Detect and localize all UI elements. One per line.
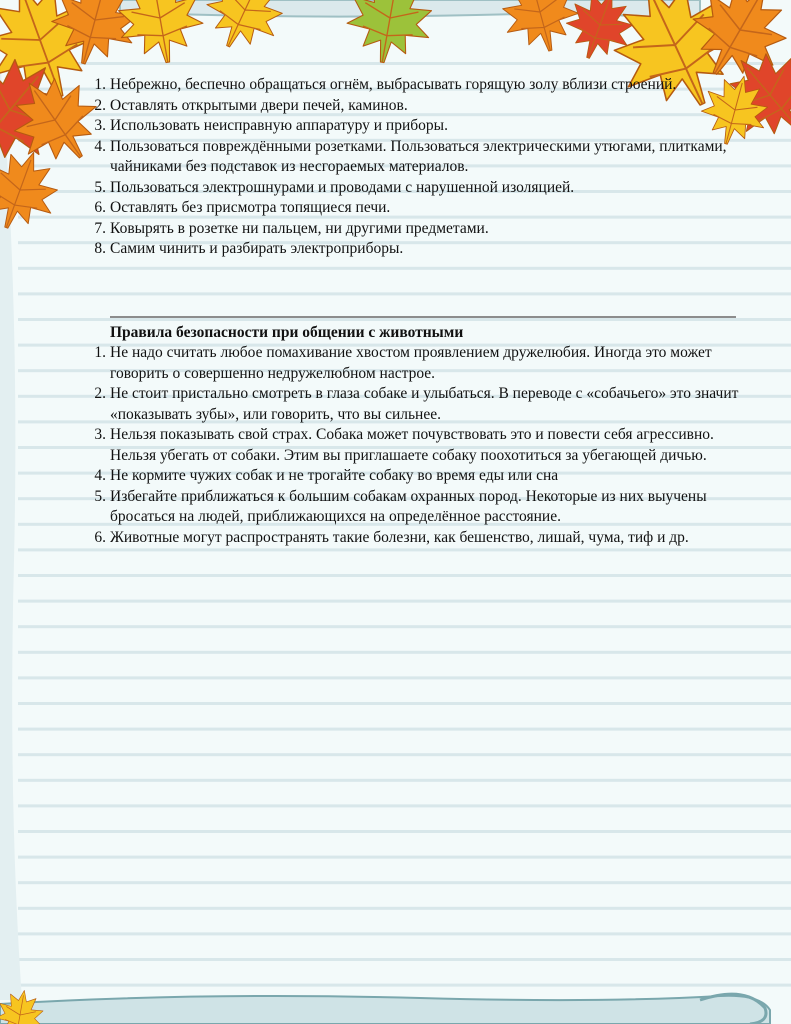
list-item-number: 1. (94, 76, 106, 93)
animal-safety-heading: Правила безопасности при общении с животными (110, 324, 464, 341)
list-item-number: 4. (94, 467, 106, 484)
list-item-number: 4. (94, 137, 106, 155)
list-item-number: 6. (94, 199, 106, 216)
list-item-text: Не стоит пристально смотреть в глаза собаке и улыбаться. В переводе с «собачьего» это значит «показывать зубы», или говорить, что вы сильнее. (110, 385, 739, 423)
list-item-text: Животные могут распространять такие болезни, как бешенство, лишай, чума, тиф и др. (110, 528, 689, 546)
list-item-text: Пользоваться электрошнурами и проводами с нарушенной изоляцией. (110, 178, 575, 196)
list-item-number: 3. (94, 117, 106, 134)
list-item-number: 5. (94, 487, 106, 505)
section-divider (110, 316, 736, 318)
list-item-text: Не кормите чужих собак и не трогайте собаку во время еды или сна (110, 467, 559, 484)
list-item-text: Использовать неисправную аппаратуру и приборы. (110, 117, 448, 134)
list-item (94, 425, 750, 466)
list-item-number: 5. (94, 178, 106, 196)
list-item-text: Избегайте приближаться к большим собакам охранных пород. Некоторые из них выучены бросаться на людей, приближающихся на определённое расстояние. (110, 487, 707, 525)
list-item (94, 116, 750, 137)
list-item (94, 466, 750, 487)
list-item-text: Оставлять открытыми двери печей, каминов. (110, 96, 408, 114)
list-item-text: Самим чинить и разбирать электроприборы. (110, 240, 404, 257)
list-item-text: Ковырять в розетке ни пальцем, ни другими предметами. (110, 219, 489, 237)
list-item (94, 96, 750, 117)
list-item-number: 2. (94, 385, 106, 402)
list-item-text: Пользоваться повреждёнными розетками. Пользоваться электрическими утюгами, плитками, чайниками без подставок из несгораемых материалов. (110, 137, 727, 175)
list-item-number: 6. (94, 528, 106, 546)
list-item (94, 219, 750, 240)
list-item-number: 8. (94, 240, 106, 257)
list-item-text: Нельзя показывать свой страх. Собака может почувствовать это и повести себя агрессивно. Нельзя убегать от собаки. Этим вы приглашаете собаку поохотиться за убегающей дичью. (110, 426, 714, 464)
list-item (94, 384, 750, 425)
list-item-text: Не надо считать любое помахивание хвостом проявлением дружелюбия. Иногда это может говорить о совершенно недружелюбном настрое. (110, 344, 712, 382)
list-item (94, 343, 750, 384)
fire-safety-list (94, 75, 750, 260)
list-item (94, 487, 750, 528)
list-item-number: 3. (94, 426, 106, 443)
list-item (94, 75, 750, 96)
list-item-number: 2. (94, 96, 106, 114)
list-item-number: 7. (94, 219, 106, 237)
list-item-number: 1. (94, 344, 106, 361)
list-item (94, 239, 750, 260)
list-item (94, 198, 750, 219)
animal-safety-list (94, 343, 750, 548)
list-item (94, 137, 750, 178)
list-item-text: Оставлять без присмотра топящиеся печи. (110, 199, 391, 216)
list-item (94, 528, 750, 549)
list-item-text: Небрежно, беспечно обращаться огнём, выбрасывать горящую золу вблизи строений. (110, 76, 677, 93)
list-item (94, 178, 750, 199)
